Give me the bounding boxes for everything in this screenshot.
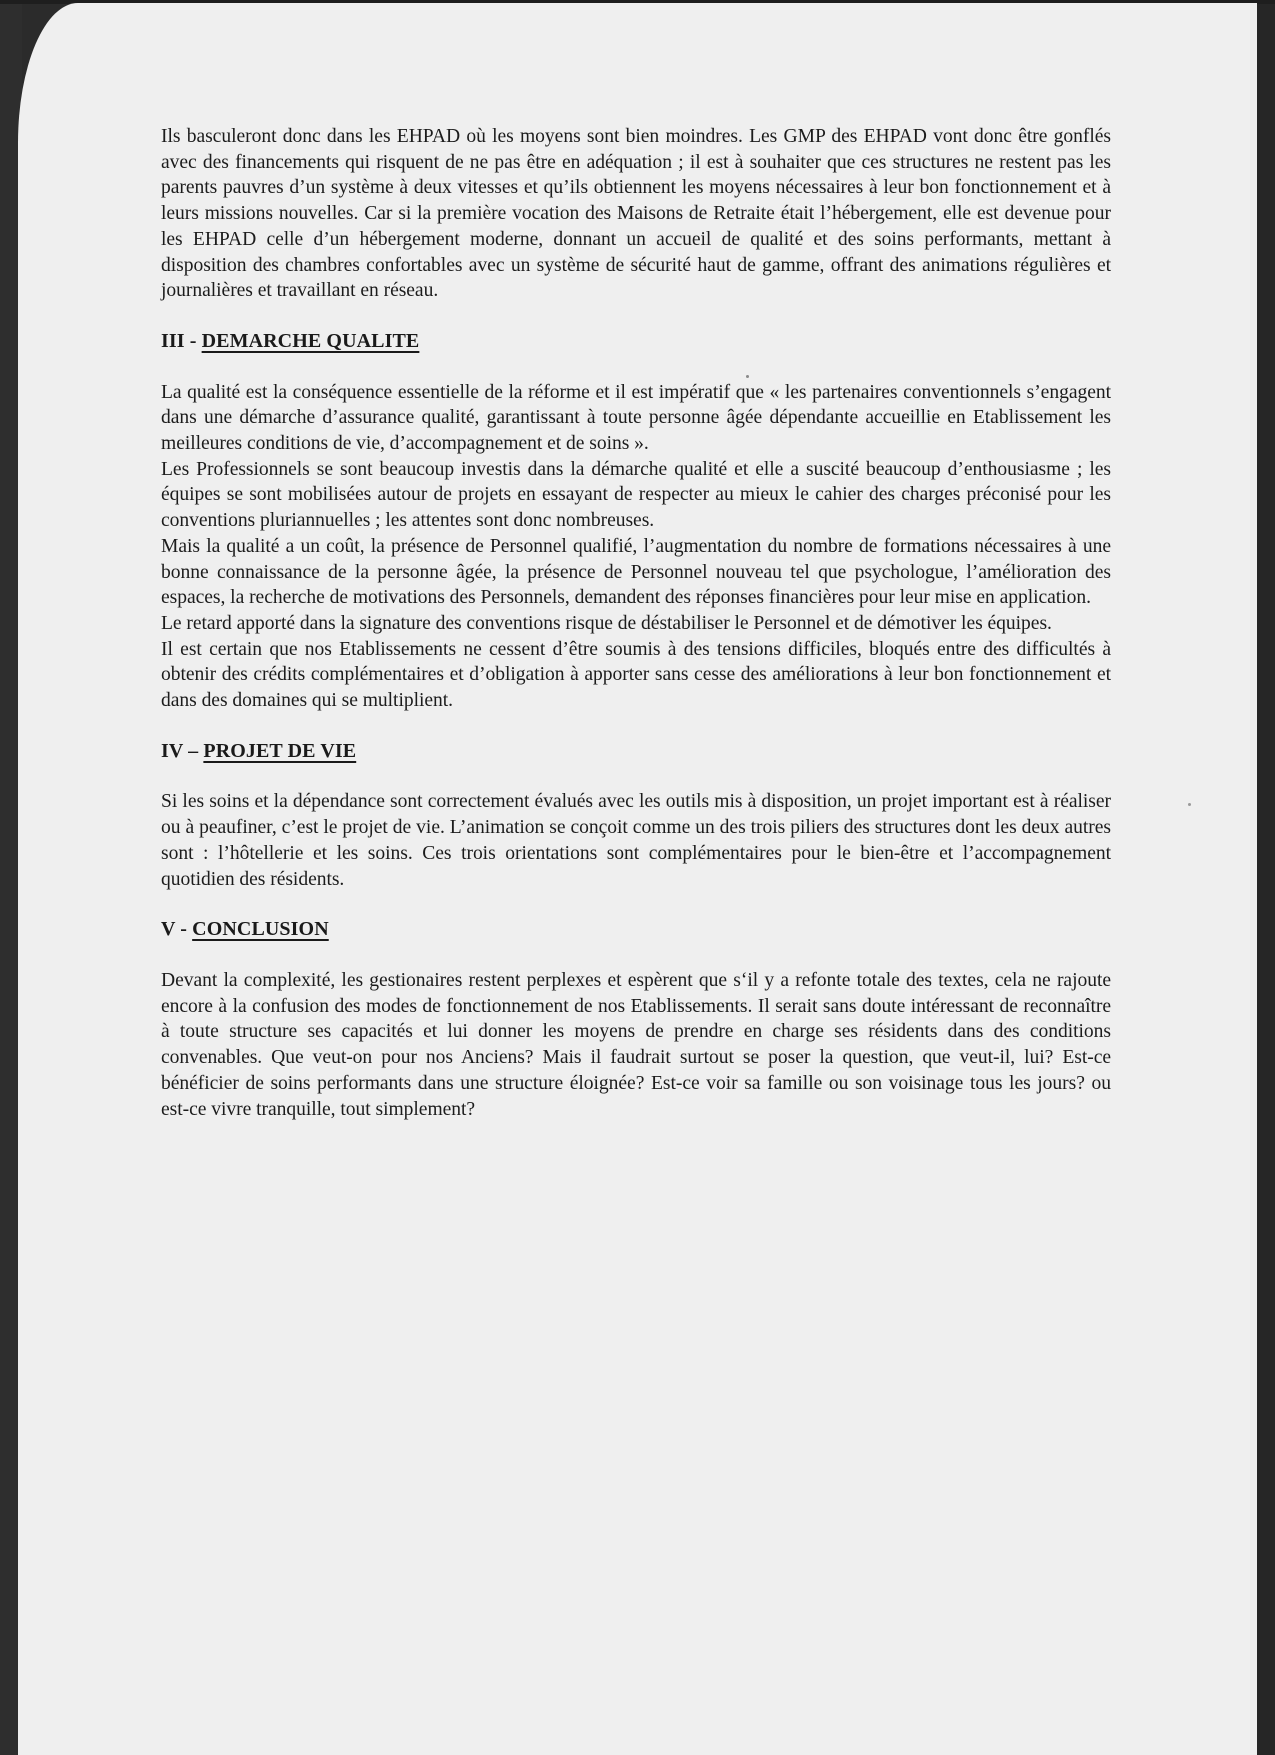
section-number: III - xyxy=(161,329,202,352)
scan-speck xyxy=(1188,803,1191,806)
section-heading-projet-de-vie xyxy=(161,739,1111,765)
paragraph: Si les soins et la dépendance sont correctement évalués avec les outils mis à disposition, un projet important est à réaliser ou à peaufiner, c’est le projet de vie. L’animation se conçoit comme un des trois piliers des structures dont les deux autres sont : l’hôtellerie et les soins. Ces trois orientations sont complémentaires pour le bien-être et l’accompagnement quotidien des résidents. xyxy=(161,791,1111,890)
section-number: V - xyxy=(161,918,193,941)
intro-paragraph: Ils basculeront donc dans les EHPAD où les moyens sont bien moindres. Les GMP des EHPAD vont donc être gonflés avec des financements qui risquent de ne pas être en adéquation ; il est à souhaiter que ces structures ne restent pas les parents pauvres d’un système à deux vitesses et qu’ils obtiennent les moyens nécessaires à leur bon fonctionnement et à leurs missions nouvelles. Car si la première vocation des Maisons de Retraite était l’hébergement, elle est devenue pour les EHPAD celle d’un hébergement moderne, donnant un accueil de qualité et des soins performants, mettant à disposition des chambres confortables avec un système de sécurité haut de gamme, offrant des animations régulières et journalières et travaillant en réseau. xyxy=(161,126,1111,302)
paragraph: Le retard apporté dans la signature des conventions risque de déstabiliser le Personnel et de démotiver les équipes. xyxy=(161,612,1052,634)
paragraph: Mais la qualité a un coût, la présence de Personnel qualifié, l’augmentation du nombre de formations nécessaires à une bonne connaissance de la personne âgée, la présence de Personnel nouveau tel que psychologue, l’amélioration des espaces, la recherche de motivations des Personnels, demandent des réponses financières pour leur mise en application. xyxy=(161,535,1111,609)
paragraph: La qualité est la conséquence essentielle de la réforme et il est impératif que « les partenaires conventionnels s’engagent dans une démarche d’assurance qualité, garantissant à toute personne âgée dépendante accueillie en Etablissement les meilleures conditions de vie, d’accompagnement et de soins ». xyxy=(161,381,1111,455)
scan-border-right xyxy=(1257,0,1275,1755)
paragraph: Devant la complexité, les gestionaires restent perplexes et espèrent que s‘il y a refonte totale des textes, cela ne rajoute encore à la confusion des modes de fonctionnement de nos Etablissements. Il serait sans doute intéressant de reconnaître à toute structure ses capacités et lui donner les moyens de prendre en charge ses résidents dans des conditions convenables. Que veut-on pour nos Anciens? Mais il faudrait surtout se poser la question, que veut-il, lui? Est-ce bénéficier de soins performants dans une structure éloignée? Est-ce voir sa famille ou son voisinage tous les jours? ou est-ce vivre tranquille, tout simplement? xyxy=(161,969,1111,1120)
section-heading-conclusion xyxy=(161,917,1111,943)
paragraph: Il est certain que nos Etablissements ne cessent d’être soumis à des tensions difficiles, bloqués entre des difficultés à obtenir des crédits complémentaires et d’obligation à apporter sans cesse des améliorations à leur bon fonctionnement et dans des domaines qui se multiplient. xyxy=(161,638,1111,712)
document-body xyxy=(161,124,1111,1122)
section-title: PROJET DE VIE xyxy=(203,739,357,762)
section-title: DEMARCHE QUALITE xyxy=(201,329,420,352)
section-heading-demarche-qualite xyxy=(161,329,1111,355)
section-number: IV – xyxy=(161,739,204,762)
section-title: CONCLUSION xyxy=(192,918,329,941)
paragraph: Les Professionnels se sont beaucoup investis dans la démarche qualité et elle a suscité beaucoup d’enthousiasme ; les équipes se sont mobilisées autour de projets en essayant de respecter au mieux le cahier des charges préconisé pour les conventions pluriannuelles ; les attentes sont donc nombreuses. xyxy=(161,458,1111,532)
